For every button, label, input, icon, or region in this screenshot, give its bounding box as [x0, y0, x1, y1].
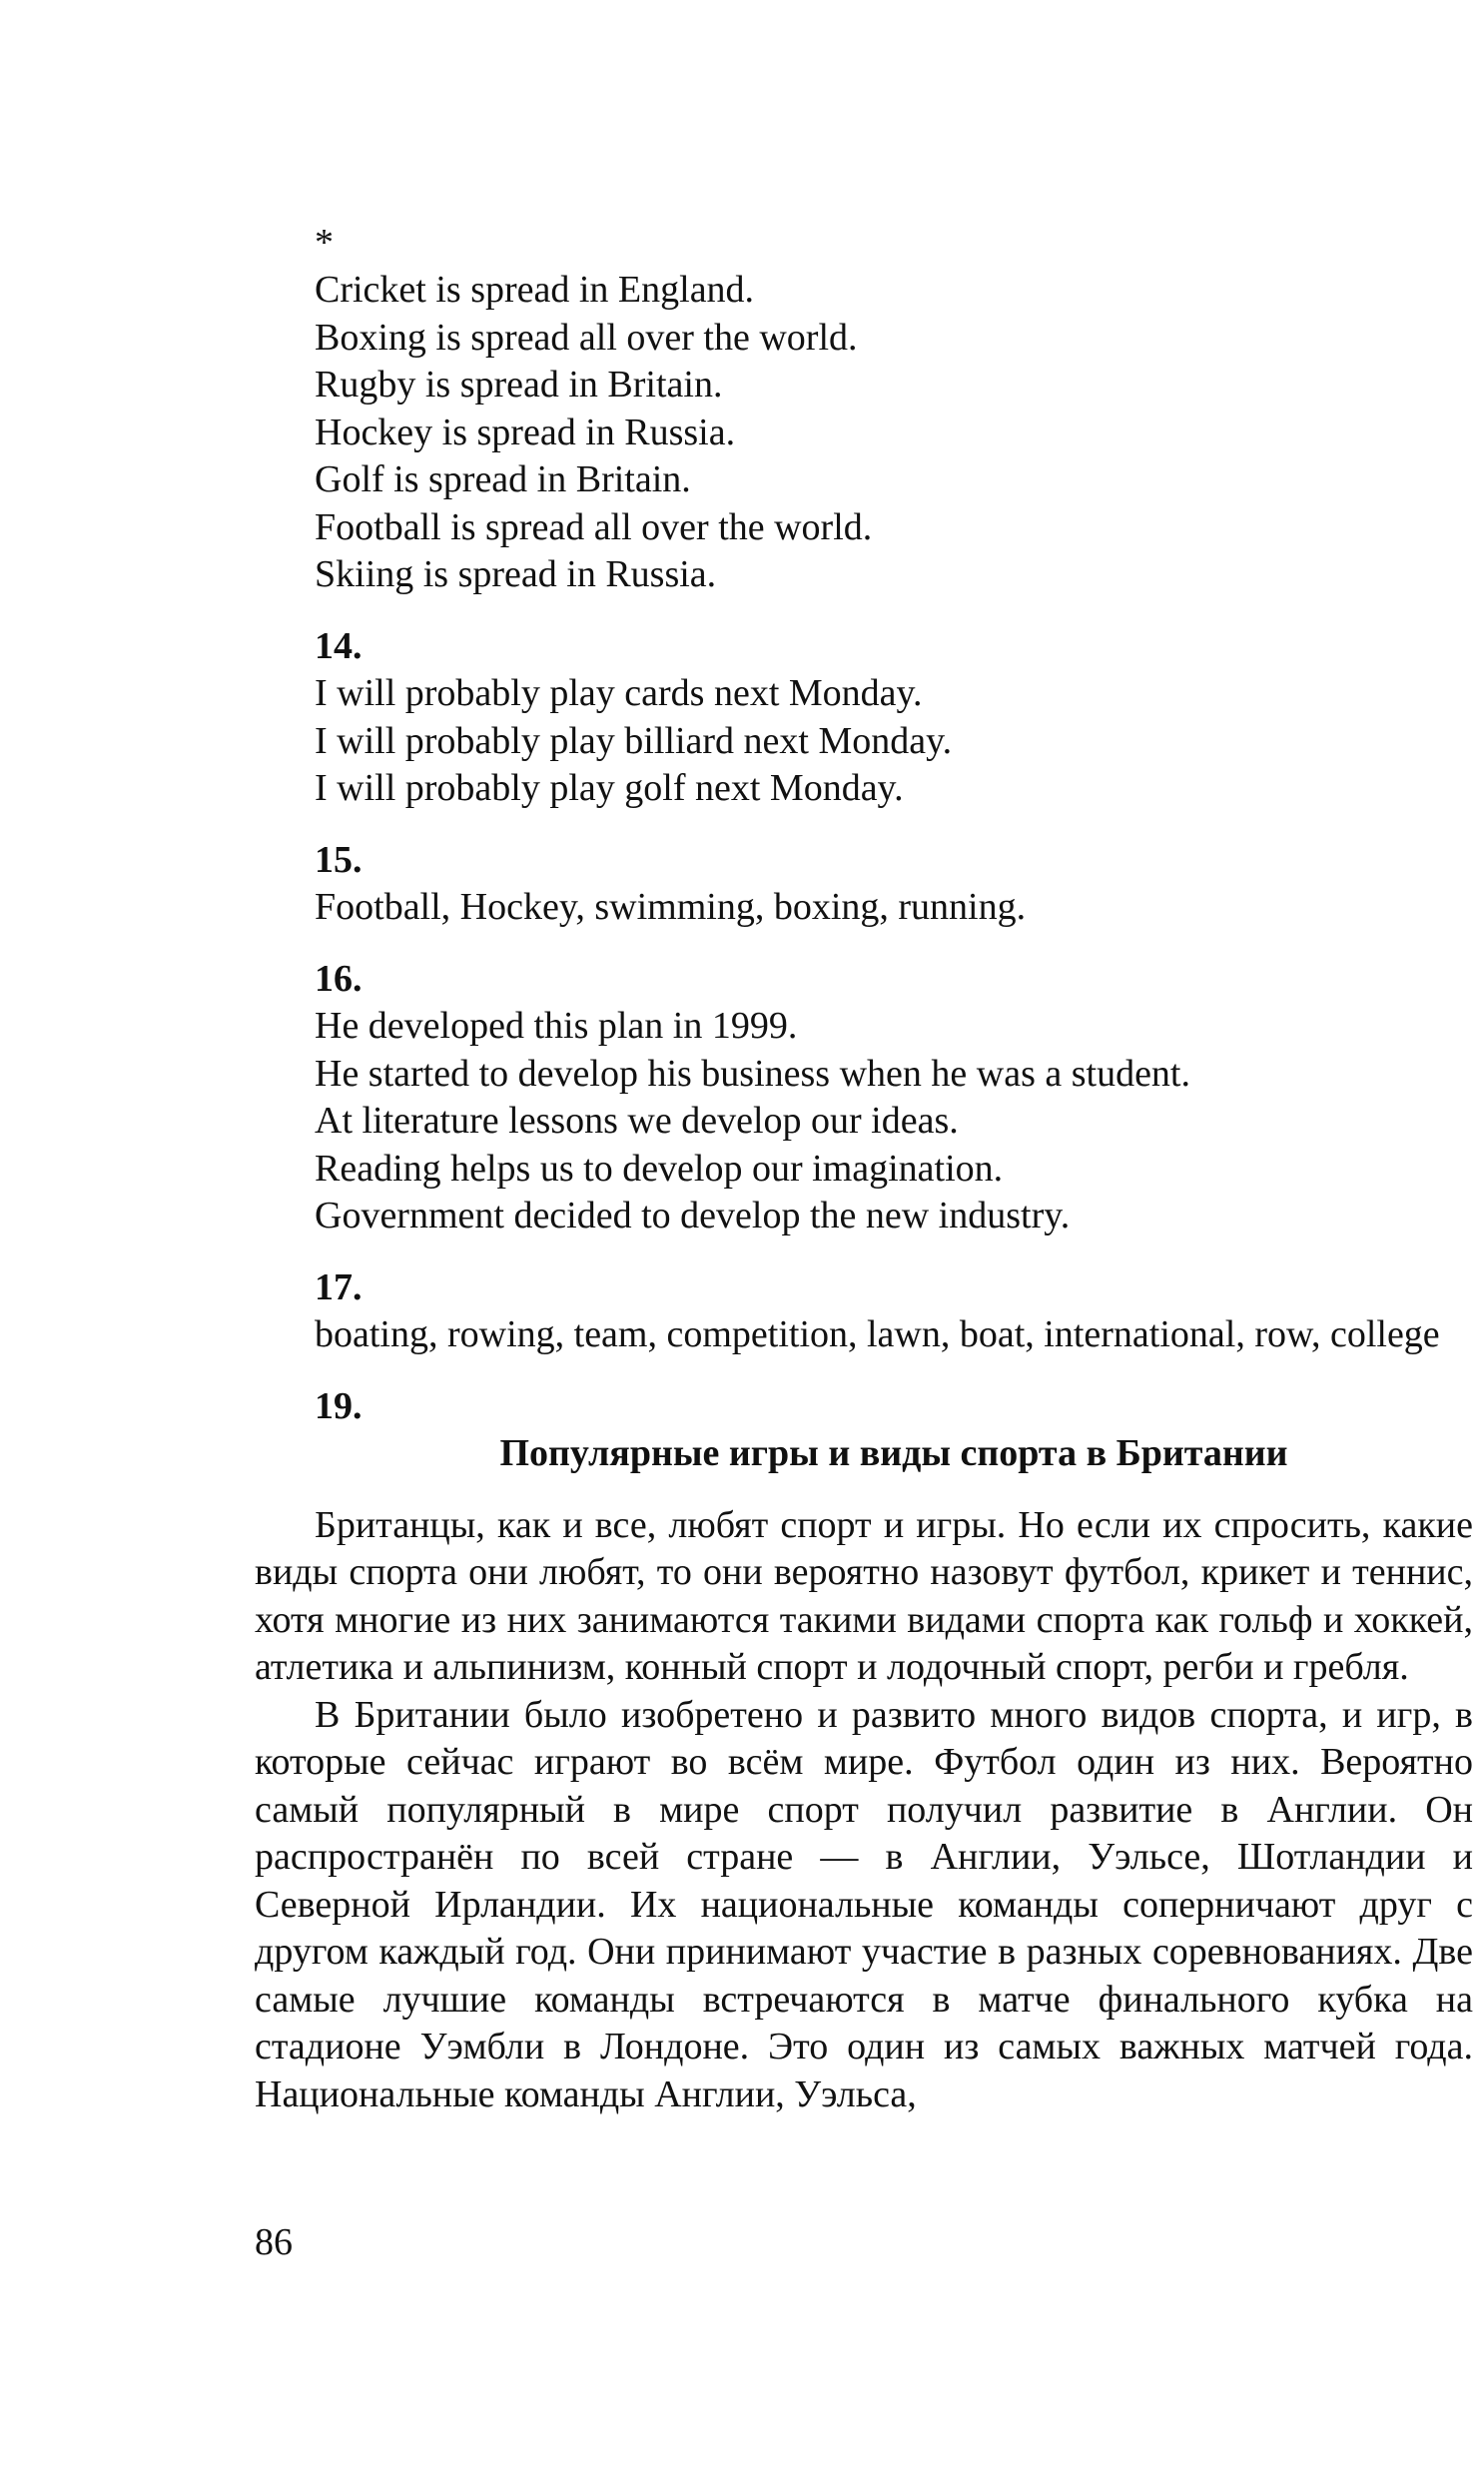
paragraph: В Британии было изобретено и развито много видов спорта, и игр, в которые сейчас играют во всём мире. Футбол один из них. Вероятно самый популярный в мире спорт получил развитие в Англии. Он распространён по всей стране — в Англии, Уэльсе, Шотландии и Северной Ирландии. Их национальные команды соперничают друг с другом каждый год. Они принимают участие в разных соревнованиях. Две самые лучшие команды встречаются в матче финального кубка на стадионе Уэмбли в Лондоне. Это один из самых важных матчей года. Национальные команды Англии, Уэльса,: [255, 1693, 1473, 2115]
exercise-number: 19.: [315, 1384, 363, 1427]
exercise-star-block: [255, 220, 1473, 599]
text-line: I will probably play golf next Monday.: [315, 767, 904, 809]
text-line: Hockey is spread in Russia.: [315, 411, 736, 453]
exercise-17: [255, 1264, 1473, 1359]
text-line: Reading helps us to develop our imagination.: [315, 1147, 1004, 1190]
exercise-number: 15.: [315, 838, 363, 881]
exercise-number: 16.: [315, 957, 363, 1000]
text-line: Skiing is spread in Russia.: [315, 553, 717, 595]
exercise-14: [255, 623, 1473, 813]
paragraph: Британцы, как и все, любят спорт и игры. Но если их спросить, какие виды спорта они любят, то они вероятно назовут футбол, крикет и теннис, хотя многие из них занимаются такими видами спорта как гольф и хоккей, атлетика и альпинизм, конный спорт и лодочный спорт, регби и гребля.: [255, 1503, 1473, 1688]
exercise-19: [255, 1383, 1473, 2119]
exercise-15: [255, 837, 1473, 932]
section-title: Популярные игры и виды спорта в Британии: [499, 1432, 1288, 1474]
exercise-number: 14.: [315, 624, 363, 667]
asterisk-marker: *: [315, 222, 334, 264]
text-line: Football is spread all over the world.: [315, 505, 873, 548]
text-line: He developed this plan in 1999.: [315, 1005, 798, 1047]
word-list: boating, rowing, team, competition, lawn, boat, international, row, college: [315, 1313, 1440, 1355]
text-line: I will probably play cards next Monday.: [315, 672, 923, 714]
text-line: Cricket is spread in England.: [315, 269, 755, 311]
page-number: 86: [255, 2221, 293, 2263]
text-line: I will probably play billiard next Monday.: [315, 719, 953, 762]
text-line: Boxing is spread all over the world.: [315, 316, 858, 359]
page-content: [255, 220, 1473, 2118]
text-line: At literature lessons we develop our ideas.: [315, 1100, 959, 1142]
text-line: He started to develop his business when he was a student.: [315, 1052, 1190, 1095]
text-line: Government decided to develop the new industry.: [315, 1195, 1071, 1237]
exercise-number: 17.: [315, 1265, 363, 1308]
exercise-16: [255, 956, 1473, 1240]
text-line: Football, Hockey, swimming, boxing, running.: [315, 886, 1027, 928]
text-line: Golf is spread in Britain.: [315, 458, 691, 500]
text-line: Rugby is spread in Britain.: [315, 364, 723, 406]
